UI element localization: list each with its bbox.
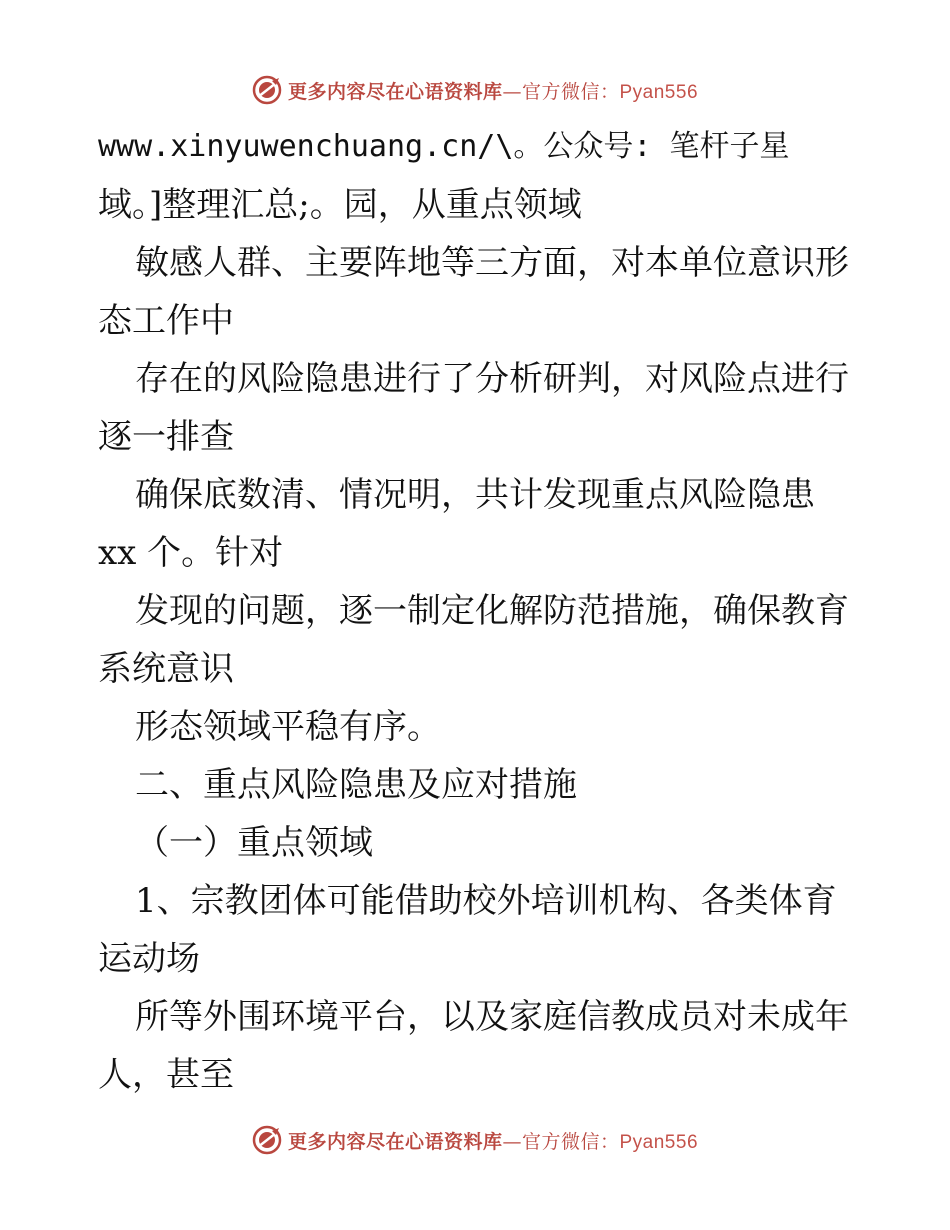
header-watermark	[0, 70, 950, 110]
text-line: 态工作中	[98, 301, 234, 341]
footer-watermark	[0, 1120, 950, 1160]
brand-logo-icon	[252, 75, 282, 105]
text-line: 运动场	[98, 939, 200, 979]
text-line: 二、重点风险隐患及应对措施	[135, 765, 577, 805]
text-line: 域。]整理汇总;。园，从重点领域	[98, 185, 582, 225]
text-line: 确保底数清、情况明，共计发现重点风险隐患	[135, 475, 815, 515]
text-line: www.xinyuwenchuang.cn/\。公众号: 笔杆子星	[98, 129, 790, 164]
watermark-text	[288, 1127, 698, 1154]
document-body	[98, 118, 868, 1104]
watermark-brand: 更多内容尽在心语资料库	[287, 1130, 503, 1153]
watermark-text	[288, 77, 698, 104]
watermark-dash: —	[502, 80, 522, 103]
text-line: 所等外围环境平台，以及家庭信教成员对未成年	[135, 997, 849, 1037]
text-line: xx 个。针对	[98, 533, 284, 573]
text-line: （一）重点领域	[135, 823, 373, 863]
text-line: 逐一排查	[98, 417, 234, 457]
text-line: 发现的问题，逐一制定化解防范措施，确保教育	[135, 591, 849, 631]
text-line: 敏感人群、主要阵地等三方面，对本单位意识形	[135, 243, 849, 283]
text-line: 存在的风险隐患进行了分析研判，对风险点进行	[135, 359, 849, 399]
watermark-dash: —	[502, 1130, 522, 1153]
text-line: 1、宗教团体可能借助校外培训机构、各类体育	[135, 881, 837, 921]
brand-logo-icon	[252, 1125, 282, 1155]
watermark-account: Pyan556	[619, 1131, 699, 1153]
watermark-account: Pyan556	[619, 81, 699, 103]
watermark-label: 官方微信：	[521, 80, 620, 103]
text-line: 系统意识	[98, 649, 234, 689]
text-line: 形态领域平稳有序。	[135, 707, 441, 747]
watermark-label: 官方微信：	[521, 1130, 620, 1153]
watermark-brand: 更多内容尽在心语资料库	[287, 80, 503, 103]
text-line: 人，甚至	[98, 1055, 234, 1095]
